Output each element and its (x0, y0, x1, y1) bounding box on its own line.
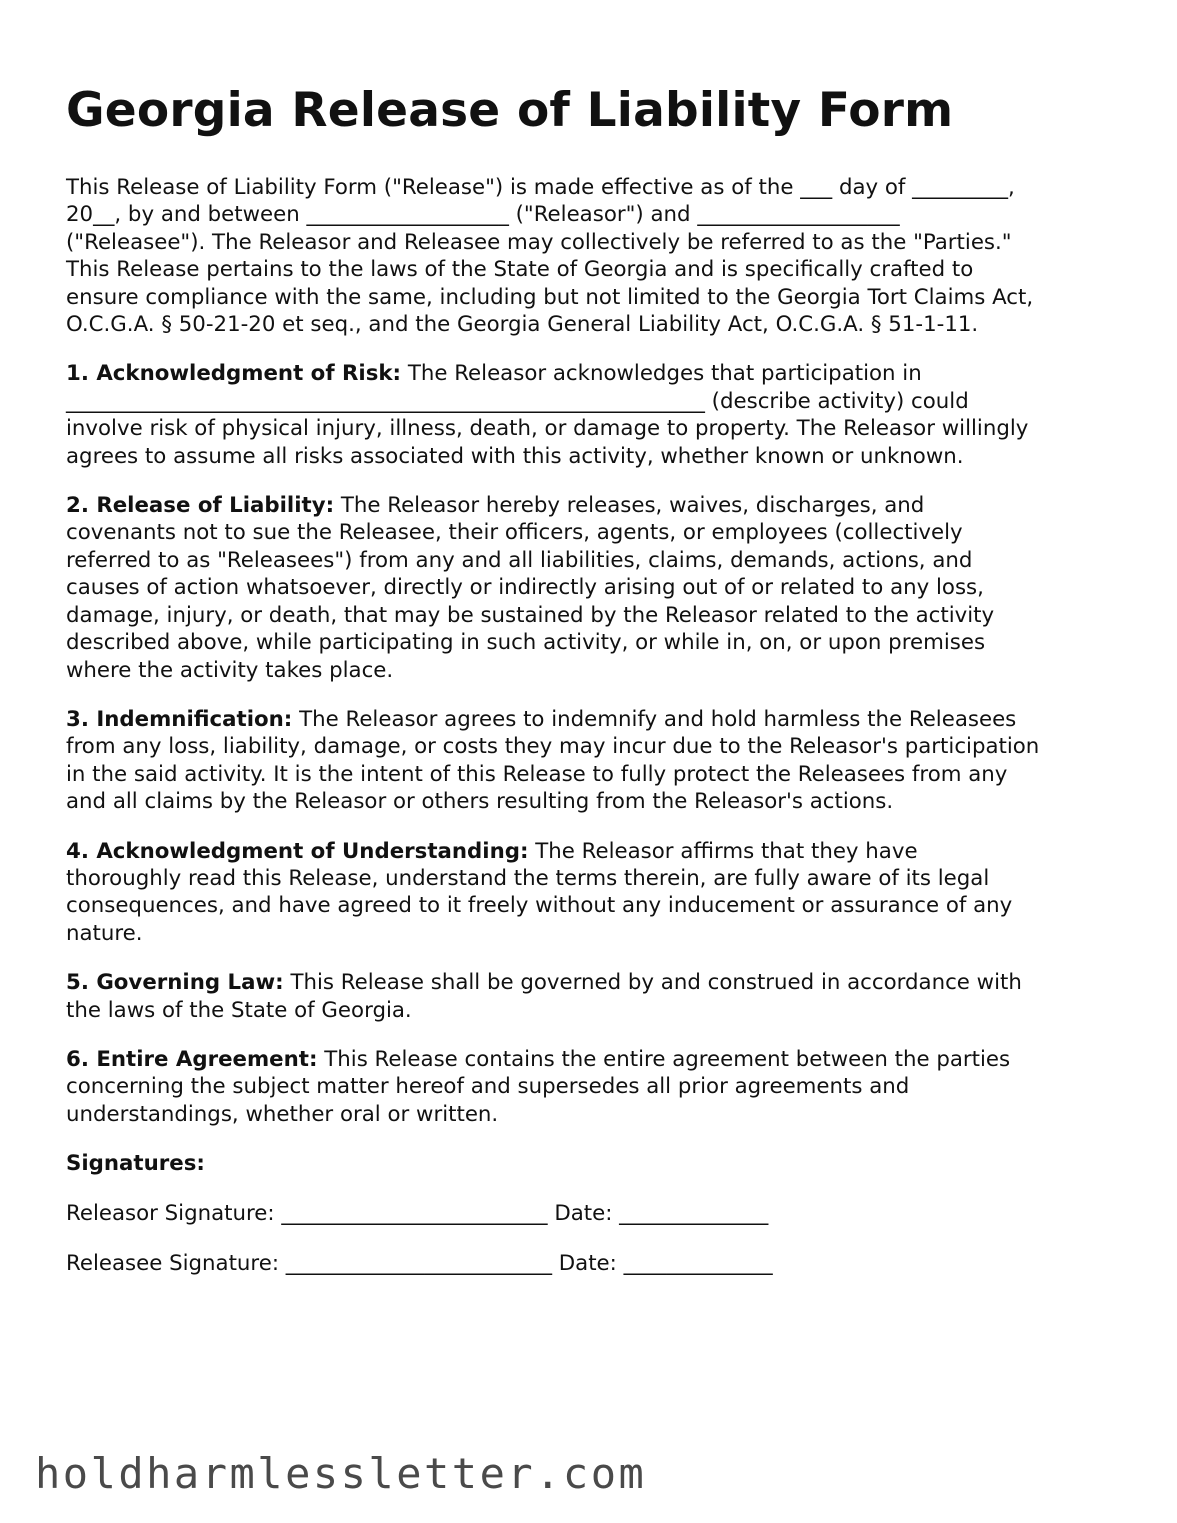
section-heading: 2. Release of Liability: (66, 493, 335, 519)
section-heading: 3. Indemnification: (66, 706, 293, 732)
section-heading: 6. Entire Agreement: (66, 1046, 318, 1072)
section-body: The Releasor acknowledges that participation in ____________________________________________________________ (describe activity) could involve risk of physical injury, illness, death, or damage to property. The Releasor willingly agrees to assume all risks associated with this activity, whether known or unknown. (66, 361, 1029, 469)
releasee-signature-line: Releasee Signature: _________________________ Date: ______________ (66, 1251, 773, 1276)
section-indemnification (66, 706, 1126, 816)
document-page (66, 82, 1126, 1300)
section-heading: 5. Governing Law: (66, 970, 284, 996)
section-acknowledgment-of-understanding (66, 838, 1126, 948)
section-body: This Release shall be governed by and construed in accordance with the laws of the State of Georgia. (66, 970, 1022, 1023)
section-body: The Releasor affirms that they have thoroughly read this Release, understand the terms therein, are fully aware of its legal consequences, and have agreed to it freely without any inducement or assurance of any nature. (66, 838, 1013, 946)
signatures-heading-text: Signatures: (66, 1151, 205, 1177)
document-title: Georgia Release of Liability Form (66, 83, 954, 138)
section-entire-agreement (66, 1046, 1126, 1128)
signatures-heading (66, 1150, 1126, 1177)
intro-paragraph: This Release of Liability Form ("Release") is made effective as of the ___ day of _________, 20__, by and between ___________________ ("Releasor") and ___________________ ("Releasee"). The Releasor and Releasee may collectively be referred to as the "Parties." This Release pertains to the laws of the State of Georgia and is specifically crafted to ensure compliance with the same, including but not limited to the Georgia Tort Claims Act, O.C.G.A. § 50-21-20 et seq., and the Georgia General Liability Act, O.C.G.A. § 51-1-11. (66, 175, 1034, 338)
section-heading: 4. Acknowledgment of Understanding: (66, 838, 529, 864)
section-release-of-liability (66, 492, 1126, 684)
section-body: This Release contains the entire agreement between the parties concerning the subject matter hereof and supersedes all prior agreements and understandings, whether oral or written. (66, 1046, 1011, 1127)
section-body: The Releasor agrees to indemnify and hold harmless the Releasees from any loss, liability, damage, or costs they may incur due to the Releasor's participation in the said activity. It is the intent of this Release to fully protect the Releasees from any and all claims by the Releasor or others resulting from the Releasor's actions. (66, 706, 1040, 815)
site-watermark: holdharmlessletter.com (35, 1449, 647, 1498)
releasor-signature-line: Releasor Signature: _________________________ Date: ______________ (66, 1200, 769, 1226)
section-heading: 1. Acknowledgment of Risk: (66, 361, 402, 387)
section-governing-law (66, 969, 1126, 1024)
section-acknowledgment-of-risk (66, 360, 1126, 470)
section-body: The Releasor hereby releases, waives, discharges, and covenants not to sue the Releasee, their officers, agents, or employees (collectively referred to as "Releasees") from any and all liabilities, claims, demands, actions, and causes of action whatsoever, directly or indirectly arising out of or related to any loss, damage, injury, or death, that may be sustained by the Releasor related to the activity described above, while participating in such activity, or while in, on, or upon premises where the activity takes place. (66, 493, 995, 683)
